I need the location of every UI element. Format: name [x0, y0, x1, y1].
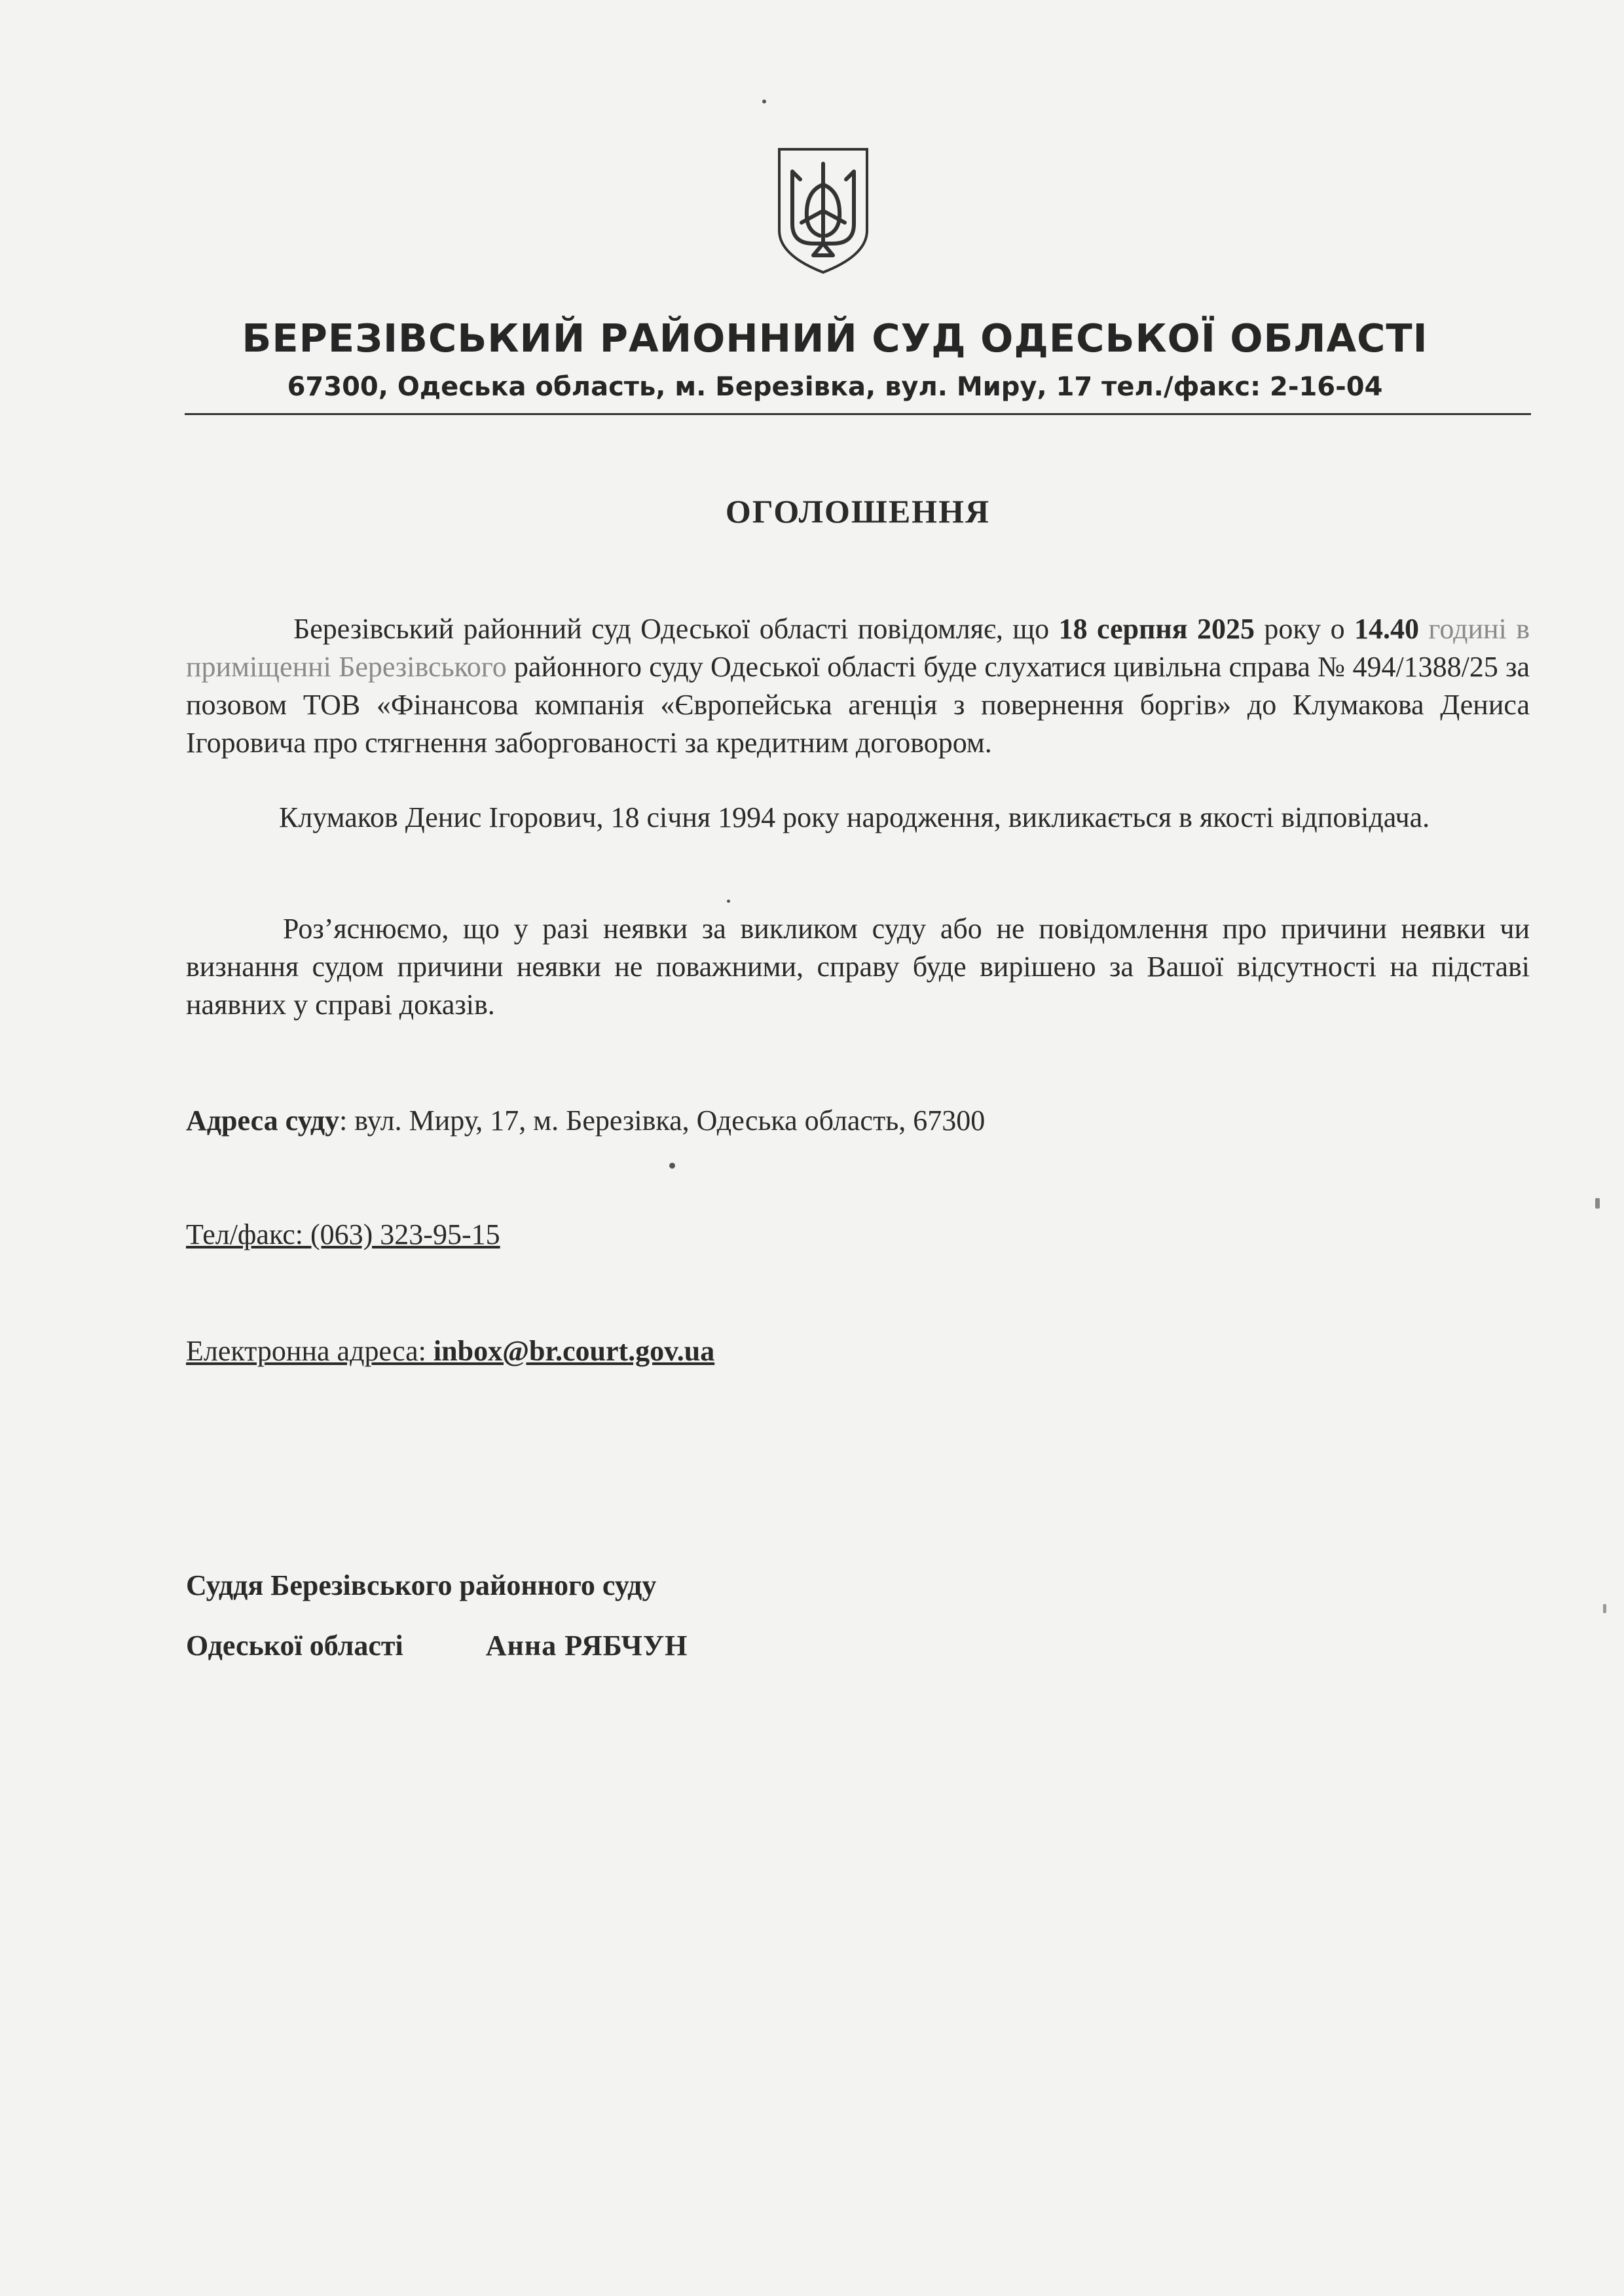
paragraph-text-faded: годині в приміщенні Березівського	[186, 613, 1530, 683]
scan-speck	[762, 100, 766, 103]
email-line	[186, 1334, 714, 1368]
header-divider	[185, 413, 1531, 415]
explanation-paragraph: Роз’яснюємо, що у разі неявки за викликом суду або не повідомлення про причини неявки чи визнання судом причини неявки не поважними, справу буде вирішено за Вашої відсутності на підставі наявних у справі доказів.	[186, 913, 1530, 1021]
judge-name: Анна РЯБЧУН	[485, 1630, 688, 1662]
announcement-paragraph	[186, 610, 1530, 762]
address-label: Адреса суду	[186, 1104, 340, 1137]
scan-speck	[727, 900, 730, 903]
email-address: inbox@br.court.gov.ua	[433, 1335, 715, 1367]
address-value: : вул. Миру, 17, м. Березівка, Одеська область, 67300	[339, 1104, 986, 1137]
scan-speck	[1603, 1604, 1606, 1613]
scan-speck	[669, 1163, 675, 1169]
hearing-time: 14.40	[1354, 613, 1419, 645]
court-address: 67300, Одеська область, м. Березівка, вул. Миру, 17 тел./факс: 2-16-04	[287, 372, 1383, 402]
paragraph-text: року о	[1255, 613, 1354, 645]
defendant-paragraph: Клумаков Денис Ігорович, 18 січня 1994 року народження, викликається в якості відповідача.	[279, 801, 1430, 833]
phone-line: Тел/факс: (063) 323-95-15	[186, 1218, 500, 1250]
trident-emblem-icon	[774, 145, 872, 276]
court-name: БЕРЕЗІВСЬКИЙ РАЙОННИЙ СУД ОДЕСЬКОЇ ОБЛАСТІ	[242, 316, 1428, 361]
signature-line	[186, 1629, 688, 1662]
signature-title: Суддя Березівського районного суду	[186, 1569, 657, 1601]
email-label: Електронна адреса:	[186, 1335, 434, 1367]
document-title: ОГОЛОШЕННЯ	[725, 493, 991, 530]
scan-speck	[1595, 1198, 1600, 1209]
paragraph-text: Березівський районний суд Одеської області повідомляє, що	[293, 613, 1059, 645]
paragraph-text: районного суду Одеської області буде слухатися цивільна справа № 494/1388/25 за позовом ТОВ «Фінансова компанія «Європейська агенція з повернення боргів» до Клумакова Дениса Ігоровича про стягнення заборгованості за кредитним договором.	[186, 651, 1530, 759]
hearing-date: 18 серпня 2025	[1058, 613, 1255, 645]
signature-region: Одеської області	[186, 1630, 403, 1662]
court-address-line	[186, 1104, 985, 1137]
